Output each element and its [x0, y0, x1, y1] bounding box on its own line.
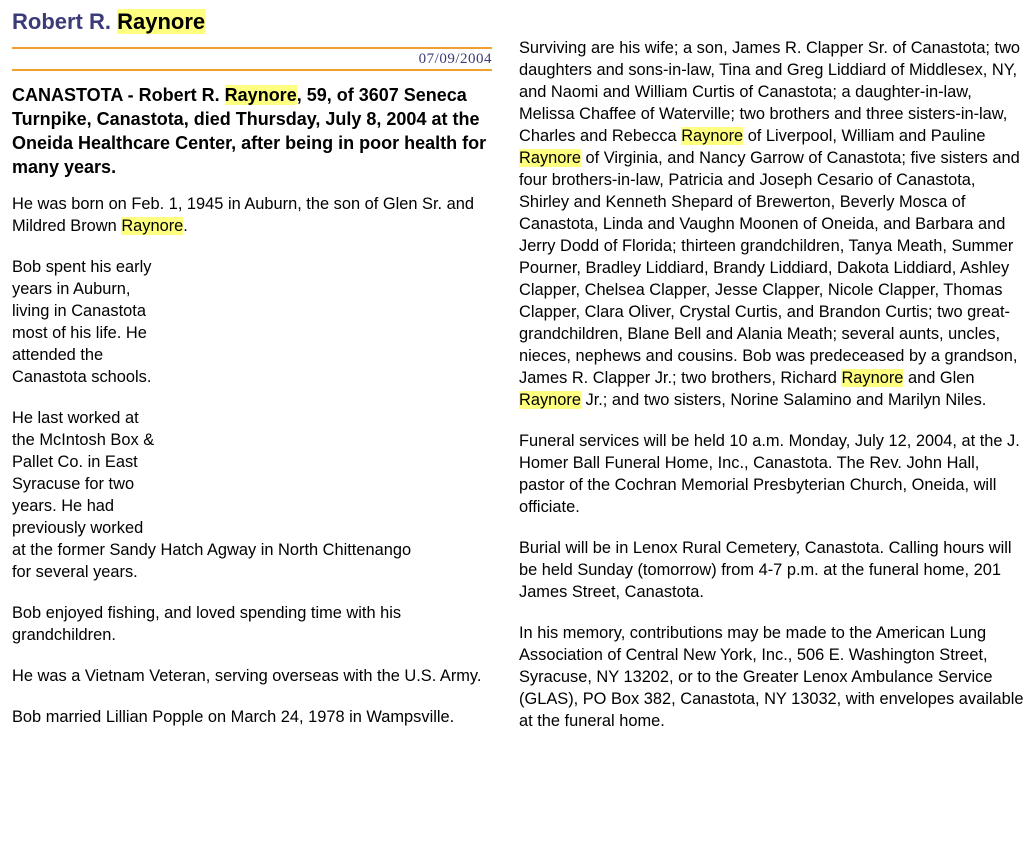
surviving-text-5: Jr.; and two sisters, Norine Salamino and Marilyn Niles.	[580, 391, 987, 409]
left-column	[12, 8, 492, 728]
early-line: attended the	[12, 346, 104, 364]
veteran-paragraph: He was a Vietnam Veteran, serving overseas with the U.S. Army.	[12, 667, 482, 685]
title-highlight: Raynore	[117, 9, 206, 34]
surviving-highlight-4: Raynore	[519, 391, 581, 409]
work-line: the McIntosh Box &	[12, 431, 155, 449]
page-title	[12, 8, 492, 36]
early-life-paragraph	[12, 256, 492, 388]
born-text: He was born on Feb. 1, 1945 in Auburn, the son of Glen Sr. and Mildred Brown	[12, 195, 474, 235]
publish-date: 07/09/2004	[418, 51, 492, 67]
title-prefix: Robert R.	[12, 9, 118, 34]
early-line: years in Auburn,	[12, 280, 131, 298]
work-line: at the former Sandy Hatch Agway in North Chittenango	[12, 541, 412, 559]
work-line: Pallet Co. in East	[12, 453, 138, 471]
lead-highlight: Raynore	[224, 85, 297, 105]
work-line: previously worked	[12, 519, 144, 537]
surviving-highlight-2: Raynore	[519, 149, 581, 167]
early-line: Canastota schools.	[12, 368, 152, 386]
work-line: He last worked at	[12, 409, 139, 427]
surviving-highlight-1: Raynore	[681, 127, 744, 145]
early-line: living in Canastota	[12, 302, 146, 320]
lead-text-1: CANASTOTA - Robert R.	[12, 85, 225, 105]
born-paragraph	[12, 193, 492, 237]
burial-paragraph: Burial will be in Lenox Rural Cemetery, Canastota. Calling hours will be held Sunday (tomorrow) from 4-7 p.m. at the funeral home, 201 James Street, Canastota.	[519, 539, 1012, 601]
surviving-text-3: of Virginia, and Nancy Garrow of Canastota; five sisters and four brothers-in-law, Patricia and Joseph Cesario of Canastota, Shirley and Kenneth Shepard of Brewerton, Beverly Mosca of Canastota, Linda and Vaughn Moonen of Oneida, and Barbara and Jerry Dodd of Florida; thirteen grandchildren, Tanya Meath, Summer Pourner, Bradley Liddiard, Brandy Liddiard, Dakota Liddiard, Ashley Clapper, Chelsea Clapper, Jesse Clapper, Nicole Clapper, Thomas Clapper, Clara Oliver, Crystal Curtis, and Brandon Curtis; two great-grandchildren, Blane Bell and Alania Meath; several aunts, uncles, nieces, nephews and cousins. Bob was predeceased by a grandson, James R. Clapper Jr.; two brothers, Richard	[519, 149, 1020, 387]
memory-paragraph: In his memory, contributions may be made to the American Lung Association of Central New York, Inc., 506 E. Washington Street, Syracuse, NY 13202, or to the Greater Lenox Ambulance Service (GLAS), PO Box 382, Canastota, NY 13032, with envelopes available at the funeral home.	[519, 624, 1024, 730]
married-paragraph: Bob married Lillian Popple on March 24, 1978 in Wampsville.	[12, 708, 455, 726]
lead-paragraph	[12, 83, 492, 179]
lead-text-2: , 59, of 3607 Seneca Turnpike, Canastota, died Thursday, July 8, 2004 at the Oneida Healthcare Center, after being in poor health for many years.	[12, 85, 487, 177]
date-bar	[12, 47, 492, 71]
work-line: years. He had	[12, 497, 115, 515]
surviving-paragraph	[519, 37, 1029, 411]
right-column	[519, 37, 1029, 732]
surviving-text-2: of Liverpool, William and Pauline	[743, 127, 986, 145]
work-line: Syracuse for two	[12, 475, 135, 493]
surviving-text-1: Surviving are his wife; a son, James R. Clapper Sr. of Canastota; two daughters and sons-in-law, Tina and Greg Liddiard of Middlesex, NY, and Naomi and William Curtis of Canastota; a daughter-in-law, Melissa Chaffee of Waterville; two brothers and three sisters-in-law, Charles and Rebecca	[519, 39, 1021, 145]
hobbies-paragraph: Bob enjoyed fishing, and loved spending time with his grandchildren.	[12, 604, 402, 644]
funeral-paragraph: Funeral services will be held 10 a.m. Monday, July 12, 2004, at the J. Homer Ball Funeral Home, Inc., Canastota. The Rev. John Hall, pastor of the Cochran Memorial Presbyterian Church, Oneida, will officiate.	[519, 432, 1020, 516]
early-line: most of his life. He	[12, 324, 147, 342]
born-highlight: Raynore	[121, 217, 184, 235]
work-line: for several years.	[12, 563, 138, 581]
work-paragraph	[12, 407, 492, 583]
early-line: Bob spent his early	[12, 258, 152, 276]
surviving-text-4: and Glen	[903, 369, 975, 387]
born-end: .	[183, 217, 188, 235]
surviving-highlight-3: Raynore	[841, 369, 904, 387]
